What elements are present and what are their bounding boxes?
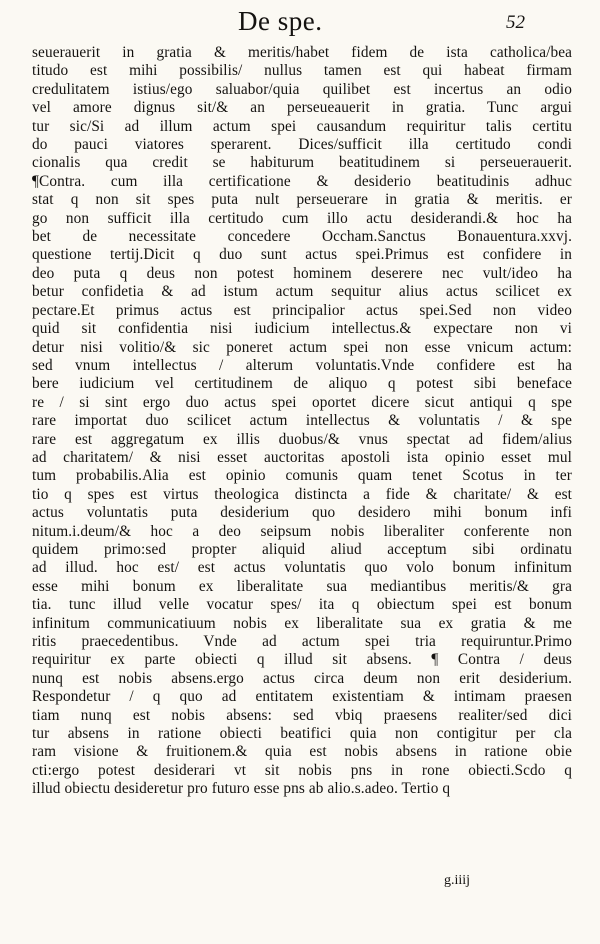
- text-line: quidem primo:sed propter aliquid aliud acceptum sibi ordinatu: [32, 540, 572, 558]
- text-line: tiam nunq est nobis absens: sed vbiq praesens realiter/sed dici: [32, 706, 572, 724]
- text-line: cionalis qua credit se habiturum beatitudinem si perseuerauerit.: [32, 154, 572, 172]
- signature-mark: g.iiij: [444, 873, 471, 888]
- text-line: stat q non sit spes puta nult perseuerare in gratia & meritis. er: [32, 191, 572, 209]
- text-line: ad charitatem/ & nisi esset auctoritas apostoli ista opinio esset mul: [32, 448, 572, 466]
- text-line: questione tertij.Dicit q duo sunt actus spei.Primus est confidere in: [32, 246, 572, 264]
- text-line: sed vnum intellectus / alterum voluntatis.Vnde confidere est ha: [32, 356, 572, 374]
- text-line: vel amore dignus sit/& an perseueauerit in gratia. Tunc argui: [32, 99, 572, 117]
- text-line: rare est aggregatum ex illis duobus/& vnus spectat ad fidem/alius: [32, 430, 572, 448]
- text-line: go non sufficit illa certitudo cum illo actu desiderandi.& hoc ha: [32, 209, 572, 227]
- text-line: quid sit confidentia nisi iudicium intellectus.& expectare non vi: [32, 320, 572, 338]
- running-head: [0, 6, 600, 42]
- text-line: esse mihi bonum ex liberalitate sua mediantibus meritis/& gra: [32, 577, 572, 595]
- text-line: re / si sint ergo duo actus spei oportet dicere sicut antiqui q spe: [32, 393, 572, 411]
- text-line: cti:ergo potest desiderari vt sit nobis pns in rone obiecti.Scdo q: [32, 761, 572, 779]
- text-line: infinitum communicatiuum nobis ex liberalitate sua ex gratia & me: [32, 614, 572, 632]
- text-line: nitum.i.deum/& hoc a deo seipsum nobis liberaliter conferente non: [32, 522, 572, 540]
- text-line: tur absens in ratione obiecti beatifici quia non contigitur per cla: [32, 725, 572, 743]
- text-line: Respondetur / q quo ad entitatem existentiam & intimam praesen: [32, 688, 572, 706]
- text-line: detur nisi volitio/& sic poneret actum spei non esse vnicum actum:: [32, 338, 572, 356]
- text-line: pectare.Et primus actus est principalior actus spei.Sed non video: [32, 301, 572, 319]
- text-line: rare importat duo scilicet actum intellectus & voluntatis / & spe: [32, 412, 572, 430]
- text-line: credulitatem istius/ego saluabor/quia quilibet est incertus an odio: [32, 80, 572, 98]
- text-line: illud obiectu desideretur pro futuro esse pns ab alio.s.adeo. Tertio q: [32, 780, 451, 798]
- text-line: ad illud. hoc est/ est actus voluntatis quo volo bonum infinitum: [32, 559, 572, 577]
- text-line: do pauci viatores sperarent. Dices/sufficit illa certitudo condi: [32, 136, 572, 154]
- text-line: actus voluntatis puta desiderium quo desidero mihi bonum infi: [32, 504, 572, 522]
- text-line: nunq est nobis absens.ergo actus circa deum non erit desiderium.: [32, 669, 572, 687]
- text-line: ram visione & fruitionem.& quia est nobis absens in ratione obie: [32, 743, 572, 761]
- text-line: tur sic/Si ad illum actum spei causandum requiritur talis certitu: [32, 117, 572, 135]
- text-line: bere iudicium vel certitudinem de aliquo q potest sibi beneface: [32, 375, 572, 393]
- text-line: tia. tunc illud velle vocatur spes/ ita q obiectum spei est bonum: [32, 596, 572, 614]
- text-line: titudo est mihi possibilis/ nullus tamen est qui habeat firmam: [32, 62, 572, 80]
- text-line: requiritur ex parte obiecti q illud sit absens. ¶ Contra / deus: [32, 651, 572, 669]
- text-line: ritis praecedentibus. Vnde ad actum spei tria requiruntur.Primo: [32, 633, 572, 650]
- running-head-title: De spe.: [238, 6, 323, 36]
- page-number: 52: [506, 12, 525, 33]
- text-line: tum probabilis.Alia est opinio comunis quam tenet Scotus in ter: [32, 467, 572, 485]
- text-line: deo puta q deus non potest hominem deserere nec vult/ideo ha: [32, 264, 572, 282]
- text-line: seuerauerit in gratia & meritis/habet fidem de ista catholica/bea: [32, 44, 572, 61]
- text-line: ¶Contra. cum illa certificatione & desiderio beatitudinis adhuc: [32, 172, 572, 190]
- body-text: [32, 44, 572, 799]
- text-line: betur confidetia & ad istum actum sequitur alius actus scilicet ex: [32, 283, 572, 301]
- text-line: tio q spes est virtus theologica distincta a fide & charitate/ & est: [32, 485, 572, 503]
- text-line: bet de necessitate concedere Occham.Sanctus Bonauentura.xxvj.: [32, 228, 572, 246]
